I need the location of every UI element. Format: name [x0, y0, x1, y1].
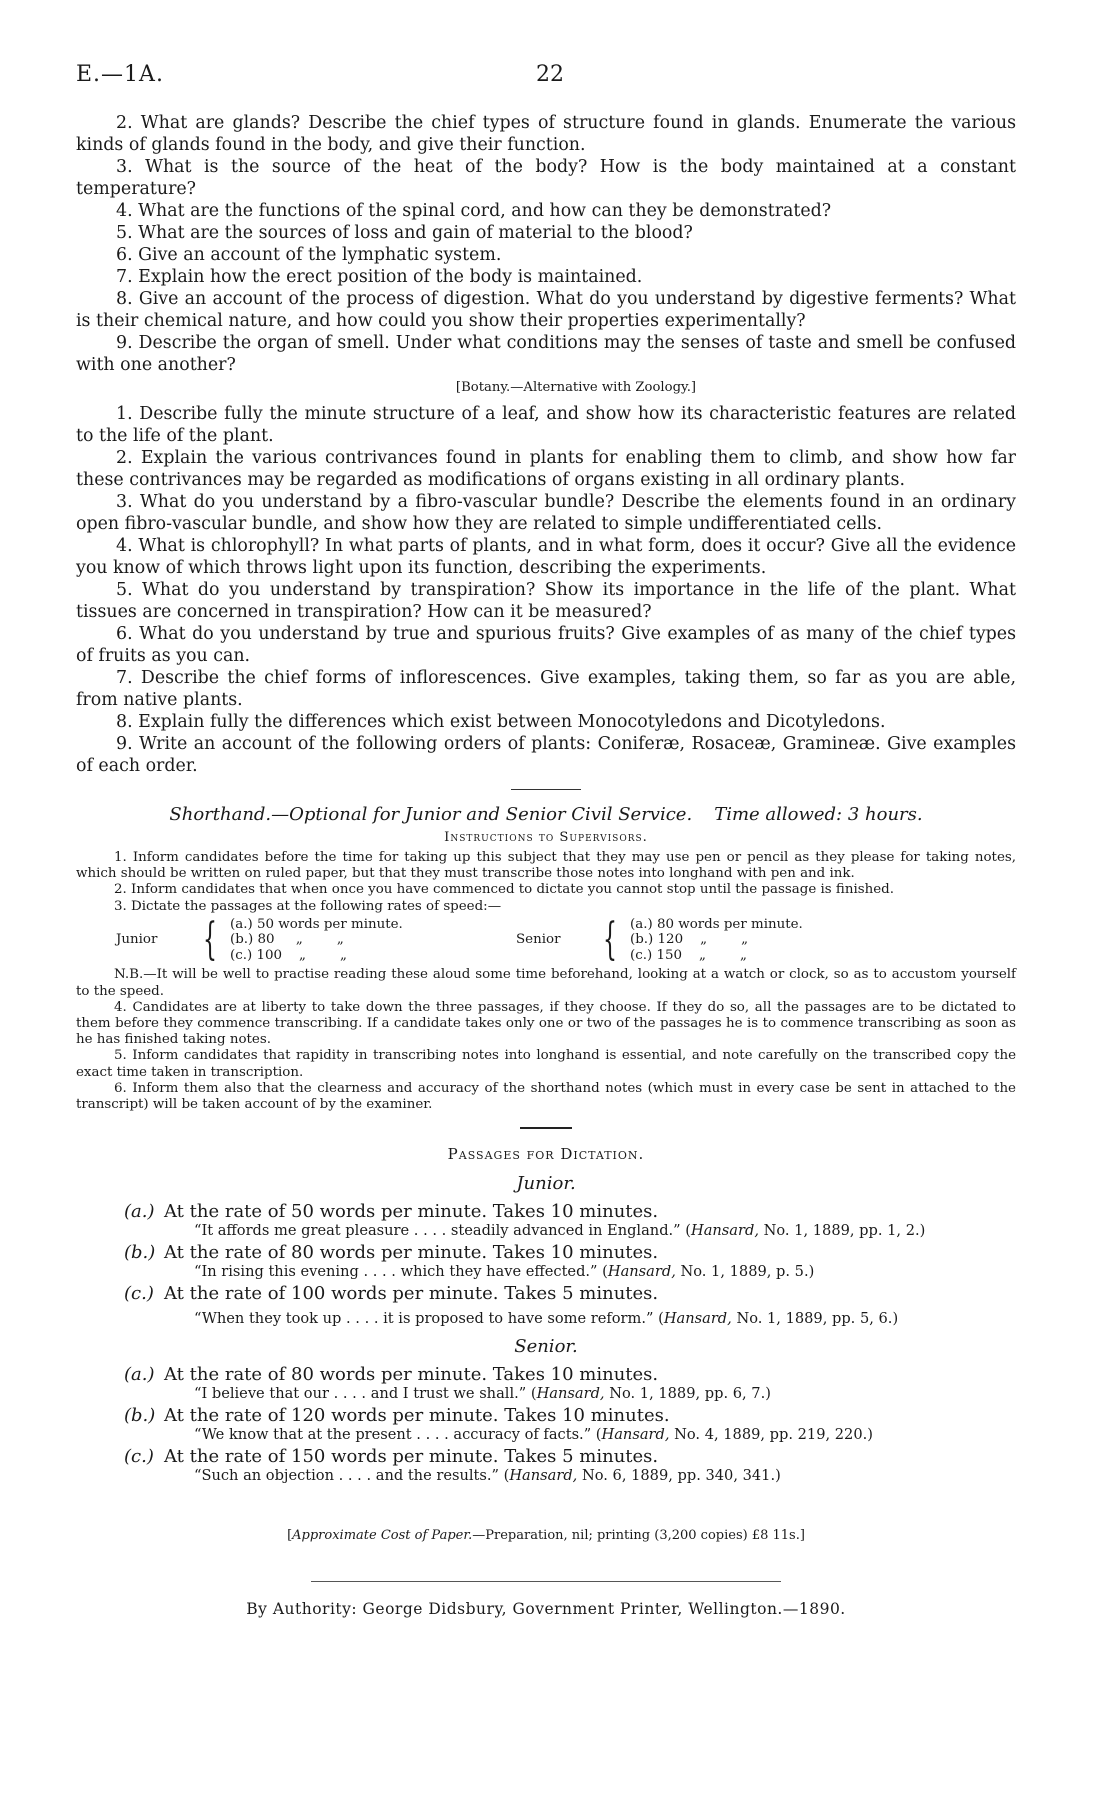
- question: 9. Write an account of the following orders of plants: Coniferæ, Rosaceæ, Gramineæ. Give examples of each order.: [76, 733, 1016, 776]
- botany-questions: [76, 403, 1016, 777]
- document-reference: E.—1A.: [76, 62, 164, 87]
- rate-line: (a.) 80 words per minute.: [630, 916, 803, 932]
- passage-citation: “It affords me great pleasure . . . . steadily advanced in England.” (Hansard, No. 1, 1889, pp. 1, 2.): [194, 1222, 926, 1240]
- rate-line: (b.) 80 „ „: [230, 932, 344, 948]
- passage-label: (b.): [124, 1242, 156, 1264]
- passage-citation: “We know that at the present . . . . accuracy of facts.” (Hansard, No. 4, 1889, pp. 219, 220.): [194, 1426, 873, 1444]
- junior-label: Junior: [116, 932, 158, 948]
- passage-label: (c.): [124, 1446, 154, 1468]
- question: 5. What are the sources of loss and gain of material to the blood?: [116, 223, 693, 243]
- passage-citation: “Such an objection . . . . and the results.” (Hansard, No. 6, 1889, pp. 340, 341.): [194, 1467, 781, 1485]
- cost-footnote: [Approximate Cost of Paper.—Preparation, nil; printing (3,200 copies) £8 11s.]: [287, 1528, 805, 1544]
- section-divider: [520, 1127, 572, 1129]
- brace-icon: {: [203, 914, 217, 966]
- instructions-list: [76, 850, 1016, 915]
- footer-divider: [311, 1581, 781, 1582]
- question: 6. Give an account of the lymphatic system.: [116, 245, 502, 265]
- printer-imprint: By Authority: George Didsbury, Government Printer, Wellington.—1890.: [246, 1599, 846, 1618]
- question: 6. What do you understand by true and spurious fruits? Give examples of as many of the chief types of fruits as you can.: [76, 623, 1016, 666]
- shorthand-title-text: Shorthand.—Optional for Junior and Senior Civil Service.: [169, 803, 693, 825]
- question: 8. Explain fully the differences which exist between Monocotyledons and Dicotyledons.: [116, 711, 886, 732]
- rate-line: (c.) 150 „ „: [630, 947, 747, 963]
- instructions-heading: Instructions to Supervisors.: [444, 829, 648, 845]
- shorthand-title: [76, 804, 1016, 826]
- senior-passages: [76, 1364, 1016, 1485]
- question: 1. Describe fully the minute structure of a leaf, and show how its characteristic features are related to the life of the plant.: [76, 403, 1016, 446]
- question: 2. Explain the various contrivances found in plants for enabling them to climb, and show how far these contrivances may be regarded as modifications of organs existing in all ordinary plants.: [76, 447, 1016, 490]
- question: 4. What is chlorophyll? In what parts of plants, and in what form, does it occur? Give all the evidence you know of which throws light upon its function, describing the experiments.: [76, 535, 1016, 578]
- instructions-list-continued: [76, 967, 1016, 1113]
- rate-line: (c.) 100 „ „: [230, 947, 347, 963]
- passage-citation: “I believe that our . . . . and I trust we shall.” (Hansard, No. 1, 1889, pp. 6, 7.): [194, 1385, 771, 1403]
- senior-rates: [516, 914, 916, 966]
- rate-line: (b.) 120 „ „: [630, 932, 749, 948]
- page-number: 22: [536, 62, 564, 87]
- passage-citation: “When they took up . . . . it is proposed to have some reform.” (Hansard, No. 1, 1889, pp. 5, 6.): [194, 1310, 899, 1328]
- senior-heading: Senior.: [514, 1336, 578, 1358]
- passage-label: (c.): [124, 1283, 154, 1305]
- instruction: N.B.—It will be well to practise reading these aloud some time beforehand, looking at a watch or clock, so as to accustom yourself to the speed.: [76, 967, 1016, 999]
- question: 3. What do you understand by a fibro-vascular bundle? Describe the elements found in an ordinary open fibro-vascular bundle, and show how they are related to simple undifferentiated cells.: [76, 491, 1016, 534]
- passage-rate: (a.) At the rate of 80 words per minute. Takes 10 minutes.: [124, 1364, 659, 1386]
- time-allowed: Time allowed: 3 hours.: [714, 803, 923, 825]
- passage-rate: (c.) At the rate of 100 words per minute. Takes 5 minutes.: [124, 1283, 659, 1305]
- botany-heading: [Botany.—Alternative with Zoology.]: [455, 380, 697, 395]
- page-body: [76, 112, 1016, 1635]
- brace-icon: {: [603, 914, 617, 966]
- dictation-rates: [116, 914, 1016, 966]
- instruction: 6. Inform them also that the clearness and accuracy of the shorthand notes (which must in every case be sent in attached to the transcript) will be taken account of by the examiner.: [76, 1080, 1016, 1112]
- passage-label: (a.): [124, 1201, 155, 1223]
- passage-rate: (b.) At the rate of 80 words per minute. Takes 10 minutes.: [124, 1242, 659, 1264]
- junior-rates: [116, 914, 516, 966]
- instruction: 5. Inform candidates that rapidity in transcribing notes into longhand is essential, and note carefully on the transcribed copy the exact time taken in transcription.: [76, 1048, 1016, 1080]
- passage-rate: (b.) At the rate of 120 words per minute. Takes 10 minutes.: [124, 1405, 670, 1427]
- junior-heading: Junior.: [516, 1173, 576, 1195]
- passage-citation: “In rising this evening . . . . which they have effected.” (Hansard, No. 1, 1889, p. 5.): [194, 1263, 815, 1281]
- junior-passages: [76, 1201, 1016, 1328]
- question: 9. Describe the organ of smell. Under what conditions may the senses of taste and smell be confused with one another?: [76, 333, 1016, 375]
- question: 3. What is the source of the heat of the body? How is the body maintained at a constant temperature?: [76, 157, 1016, 199]
- passage-rate: (a.) At the rate of 50 words per minute. Takes 10 minutes.: [124, 1201, 659, 1223]
- passage-rate: (c.) At the rate of 150 words per minute. Takes 5 minutes.: [124, 1446, 659, 1468]
- instruction: 3. Dictate the passages at the following rates of speed:—: [114, 898, 502, 914]
- question: 2. What are glands? Describe the chief types of structure found in glands. Enumerate the various kinds of glands found in the body, and give their function.: [76, 113, 1016, 155]
- question: 8. Give an account of the process of digestion. What do you understand by digestive ferments? What is their chemical nature, and how could you show their properties experimentally?: [76, 289, 1016, 331]
- physiology-questions: [76, 112, 1016, 376]
- senior-label: Senior: [516, 932, 561, 948]
- passage-label: (a.): [124, 1364, 155, 1386]
- page-header: [76, 62, 1016, 92]
- question: 5. What do you understand by transpiration? Show its importance in the life of the plant. What tissues are concerned in transpiration? How can it be measured?: [76, 579, 1016, 622]
- instruction: 4. Candidates are at liberty to take down the three passages, if they choose. If they do so, all the passages are to be dictated to them before they commence transcribing. If a candidate takes only one or two of the passages he is to commence transcribing as soon as he has finished taking notes.: [76, 999, 1016, 1048]
- instruction: 1. Inform candidates before the time for taking up this subject that they may use pen or pencil as they please for taking notes, which should be written on ruled paper, but that they must transcribe those notes into longhand with pen and ink.: [76, 850, 1016, 882]
- rate-line: (a.) 50 words per minute.: [230, 916, 403, 932]
- dictation-heading: Passages for Dictation.: [447, 1145, 645, 1164]
- passage-label: (b.): [124, 1405, 156, 1427]
- question: 4. What are the functions of the spinal cord, and how can they be demonstrated?: [116, 201, 832, 221]
- section-divider: [511, 789, 581, 790]
- question: 7. Describe the chief forms of inflorescences. Give examples, taking them, so far as you are able, from native plants.: [76, 667, 1016, 710]
- question: 7. Explain how the erect position of the body is maintained.: [116, 267, 643, 287]
- instruction: 2. Inform candidates that when once you have commenced to dictate you cannot stop until the passage is finished.: [114, 882, 895, 898]
